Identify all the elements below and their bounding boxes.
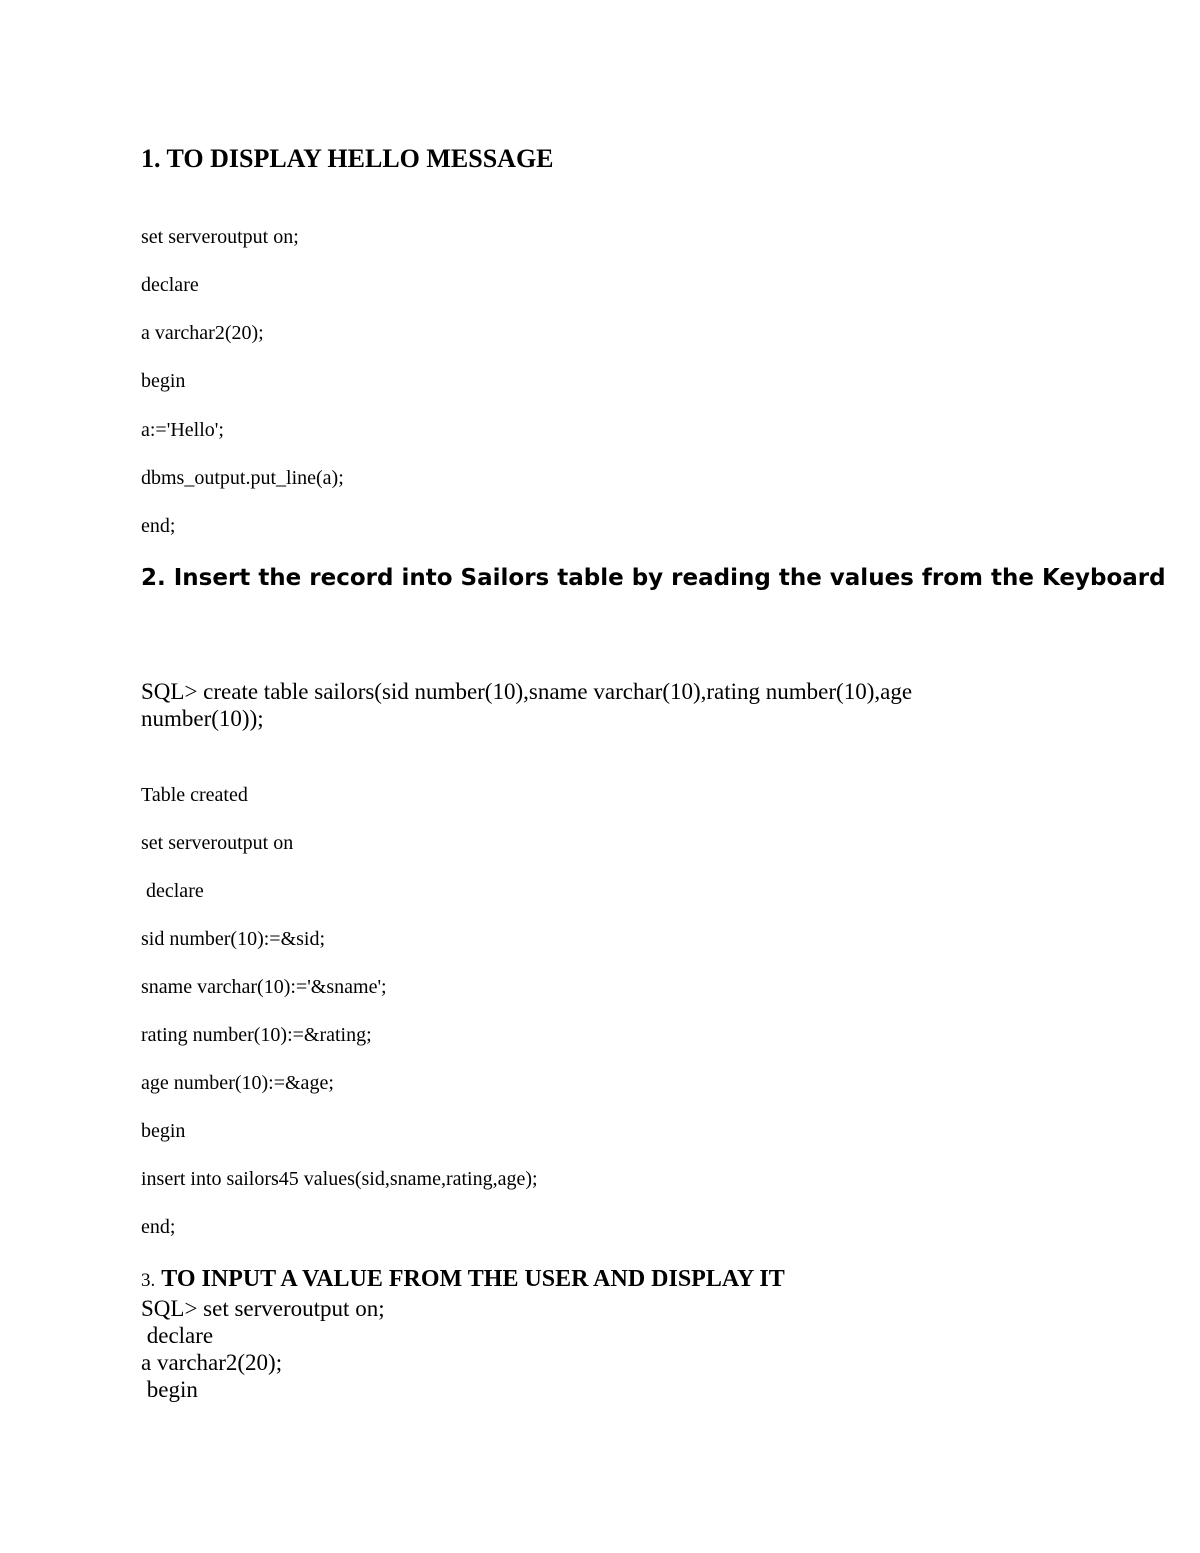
section-2-line: sname varchar(10):='&sname'; (141, 976, 387, 998)
section-2-heading: 2. Insert the record into Sailors table by reading the values from the Keyboard (141, 565, 1166, 591)
section-2-line: set serveroutput on (141, 832, 294, 854)
section-2-line: insert into sailors45 values(sid,sname,rating,age); (141, 1168, 538, 1190)
section-3-heading (141, 1267, 785, 1291)
section-1-line: a varchar2(20); (141, 322, 264, 344)
section-2-line: declare (141, 880, 204, 902)
section-2-line: begin (141, 1120, 186, 1142)
section-2-line: sid number(10):=&sid; (141, 928, 326, 950)
create-table-line-2: number(10)); (141, 706, 264, 731)
section-1-line: begin (141, 370, 186, 392)
section-3-line: SQL> set serveroutput on; (141, 1296, 385, 1321)
section-1-line: a:='Hello'; (141, 419, 224, 441)
section-3-line: begin (141, 1377, 198, 1402)
section-1-line: end; (141, 515, 176, 537)
section-1-line: set serveroutput on; (141, 226, 299, 248)
section-2-line: age number(10):=&age; (141, 1072, 334, 1094)
section-3-number: 3. (141, 1270, 156, 1291)
section-2-line: rating number(10):=&rating; (141, 1024, 372, 1046)
section-1-line: dbms_output.put_line(a); (141, 467, 344, 489)
section-1-line: declare (141, 274, 199, 296)
section-3-line: a varchar2(20); (141, 1350, 283, 1375)
section-1-heading: 1. TO DISPLAY HELLO MESSAGE (141, 144, 554, 173)
create-table-line-1: SQL> create table sailors(sid number(10),sname varchar(10),rating number(10),age (141, 679, 913, 704)
section-3-title: TO INPUT A VALUE FROM THE USER AND DISPLAY IT (161, 1266, 785, 1292)
section-2-line: Table created (141, 784, 248, 806)
section-2-line: end; (141, 1216, 176, 1238)
section-3-line: declare (141, 1323, 214, 1348)
